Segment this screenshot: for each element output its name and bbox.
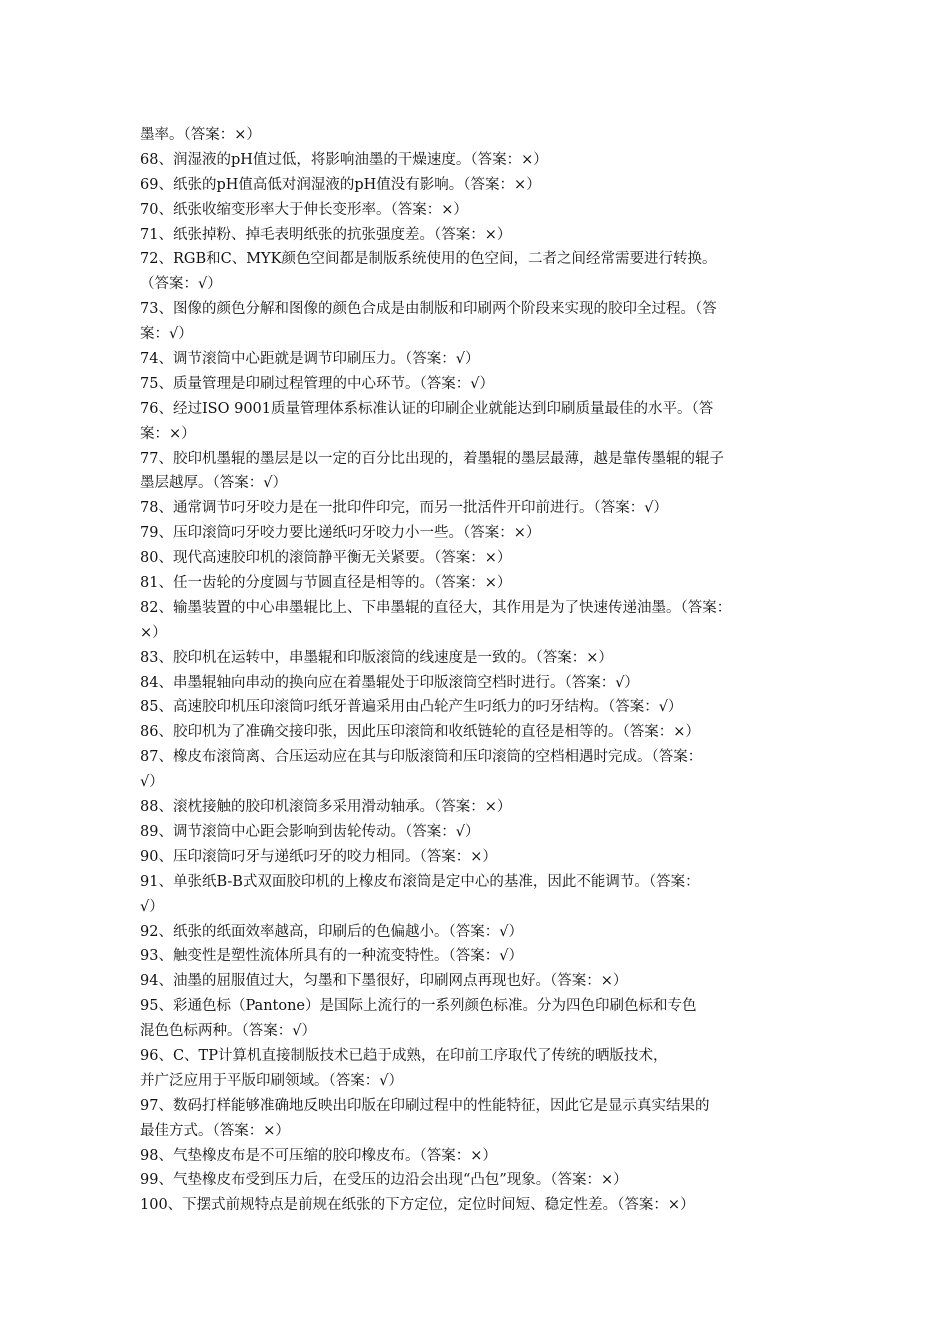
text-line: 78、通常调节叼牙咬力是在一批印件印完，而另一批活件开印前进行。（答案：√） (140, 500, 668, 517)
text-line: 74、调节滚筒中心距就是调节印刷压力。（答案：√） (140, 351, 480, 368)
text-line: 93、触变性是塑性流体所具有的一种流变特性。（答案：√） (140, 948, 523, 965)
text-line: （答案：√） (140, 276, 222, 293)
text-line: 并广泛应用于平版印刷领域。（答案：√） (140, 1072, 403, 1089)
text-line: 案：×） (140, 425, 196, 442)
text-line: 最佳方式。（答案：×） (140, 1122, 290, 1139)
text-line: 70、纸张收缩变形率大于伸长变形率。（答案：×） (140, 201, 468, 218)
text-line: 87、橡皮布滚筒离、合压运动应在其与印版滚筒和压印滚筒的空档相遇时完成。（答案： (140, 749, 703, 766)
text-line: 85、高速胶印机压印滚筒叼纸牙普遍采用由凸轮产生叼纸力的叼牙结构。（答案：√） (140, 699, 683, 716)
text-line: 75、质量管理是印刷过程管理的中心环节。（答案：√） (140, 375, 494, 392)
text-line: 72、RGB和C、MYK颜色空间都是制版系统使用的色空间，二者之间经常需要进行转换。 (140, 251, 717, 268)
text-line: 案：√） (140, 326, 193, 343)
text-line: 92、纸张的纸面效率越高，印刷后的色偏越小。（答案：√） (140, 923, 523, 940)
text-line: 82、输墨装置的中心串墨辊比上、下串墨辊的直径大，其作用是为了快速传递油墨。（答案： (140, 599, 732, 616)
text-line: 墨率。（答案：×） (140, 127, 261, 143)
text-line: 混色色标两种。（答案：√） (140, 1023, 316, 1040)
text-line: 80、现代高速胶印机的滚筒静平衡无关紧要。（答案：×） (140, 550, 512, 567)
text-line: 95、彩通色标（Pantone）是国际上流行的一系列颜色标准。分为四色印刷色标和专色 (140, 998, 697, 1015)
text-line: 98、气垫橡皮布是不可压缩的胶印橡皮布。（答案：×） (140, 1147, 497, 1164)
text-line: 90、压印滚筒叼牙与递纸叼牙的咬力相同。（答案：×） (140, 848, 497, 865)
text-line: 73、图像的颜色分解和图像的颜色合成是由制版和印刷两个阶段来实现的胶印全过程。（答 (140, 301, 717, 318)
text-line: 97、数码打样能够准确地反映出印版在印刷过程中的性能特征，因此它是显示真实结果的 (140, 1097, 710, 1114)
text-line: 81、任一齿轮的分度圆与节圆直径是相等的。（答案：×） (140, 575, 512, 592)
text-line: 100、下摆式前规特点是前规在纸张的下方定位，定位时间短、稳定性差。（答案：×） (140, 1197, 695, 1214)
text-line: √） (140, 774, 164, 791)
text-line: ×） (140, 624, 167, 641)
text-line: 88、滚枕接触的胶印机滚筒多采用滑动轴承。（答案：×） (140, 799, 512, 816)
text-line: 83、胶印机在运转中，串墨辊和印版滚筒的线速度是一致的。（答案：×） (140, 649, 613, 666)
text-line: 76、经过ISO 9001质量管理体系标准认证的印刷企业就能达到印刷质量最佳的水平。（答 (140, 400, 714, 417)
text-line: 86、胶印机为了准确交接印张，因此压印滚筒和收纸链轮的直径是相等的。（答案：×） (140, 724, 700, 741)
text-line: 89、调节滚筒中心距会影响到齿轮传动。（答案：√） (140, 823, 480, 840)
text-line: 69、纸张的pH值高低对润湿液的pH值没有影响。（答案：×） (140, 176, 541, 193)
text-line: 96、C、TP计算机直接制版技术已趋于成熟，在印前工序取代了传统的晒版技术， (140, 1047, 668, 1064)
document-page (140, 123, 830, 1218)
text-line: 84、串墨辊轴向串动的换向应在着墨辊处于印版滚筒空档时进行。（答案：√） (140, 674, 639, 691)
text-line: 77、胶印机墨辊的墨层是以一定的百分比出现的，着墨辊的墨层最薄，越是靠传墨辊的辊子 (140, 450, 724, 467)
text-line: 68、润湿液的pH值过低，将影响油墨的干燥速度。（答案：×） (140, 151, 548, 168)
text-line: 79、压印滚筒叼牙咬力要比递纸叼牙咬力小一些。（答案：×） (140, 525, 541, 542)
text-line: 99、气垫橡皮布受到压力后，在受压的边沿会出现“凸包”现象。（答案：×） (140, 1172, 628, 1189)
text-line: √） (140, 898, 164, 915)
text-line: 91、单张纸B-B式双面胶印机的上橡皮布滚筒是定中心的基准，因此不能调节。（答案： (140, 873, 700, 890)
text-line: 71、纸张掉粉、掉毛表明纸张的抗张强度差。（答案：×） (140, 226, 512, 243)
text-line: 94、油墨的屈服值过大，匀墨和下墨很好，印刷网点再现也好。（答案：×） (140, 973, 628, 990)
text-line: 墨层越厚。（答案：√） (140, 475, 287, 492)
